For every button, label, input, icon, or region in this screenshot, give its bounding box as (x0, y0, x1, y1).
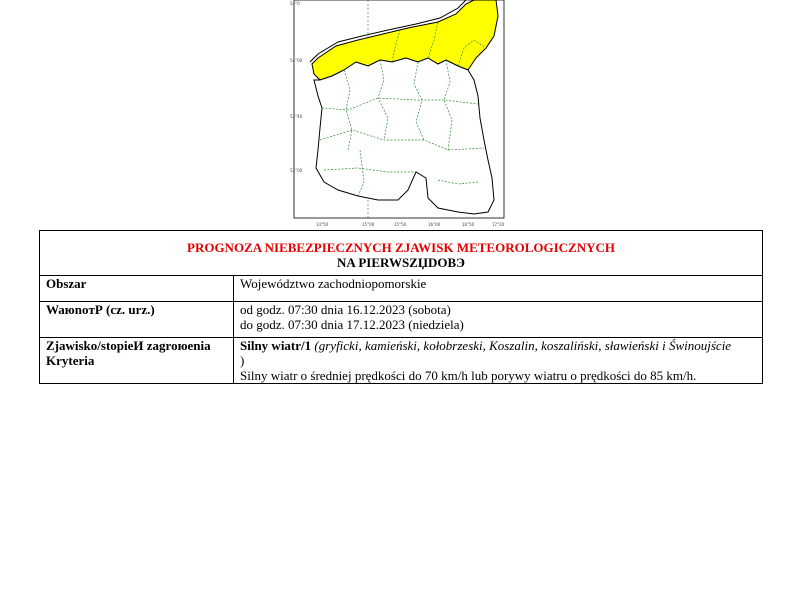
area-value: Województwo zachodniopomorskie (234, 276, 763, 302)
validity-from: od godz. 07:30 dnia 16.12.2023 (sobota) (240, 302, 451, 317)
axis-bottom-label: 16°50 (462, 222, 475, 227)
axis-left-label: 53°40 (290, 114, 303, 119)
validity-value (234, 302, 763, 338)
table-row-phenomenon (40, 338, 763, 384)
area-label: Obszar (40, 276, 234, 302)
warning-map (288, 0, 516, 230)
voivodeship-map-svg (288, 0, 516, 230)
phenomenon-name: Silny wiatr/1 (240, 338, 312, 353)
phenomenon-label-line2: Kryteria (46, 353, 95, 368)
axis-bottom-label: 14°50 (316, 222, 329, 227)
phenomenon-label-line1: Zjawisko/stopieИ zagroюenia (46, 338, 211, 353)
axis-left-label: 54°00 (290, 58, 303, 63)
axis-bottom-label: 15°50 (394, 222, 407, 227)
validity-label: WaюnoтР (cz. urz.) (40, 302, 234, 338)
table-header-row (40, 231, 763, 276)
forecast-title: PROGNOZA NIEBEZPIECZNYCH ZJAWISK METEOROLOGICZNYCH (187, 240, 615, 255)
phenomenon-districts: (gryficki, kamieński, kołobrzeski, Koszalin, koszaliński, sławieński i Świnoujście (311, 338, 732, 353)
table-row-area (40, 276, 763, 302)
phenomenon-label (40, 338, 234, 384)
phenomenon-value (234, 338, 763, 384)
phenomenon-districts-close: ) (240, 353, 245, 368)
table-row-validity (40, 302, 763, 338)
table-header-cell (40, 231, 763, 276)
forecast-subtitle: NA PIERWSZЏDOBЭ (337, 255, 465, 270)
axis-left-label: 54°0 (290, 1, 300, 6)
phenomenon-criteria: Silny wiatr o średniej prędkości do 70 km/h lub porywy wiatru o prędkości do 85 km/h. (240, 368, 697, 383)
axis-bottom-label: 17°20 (492, 222, 505, 227)
axis-bottom-label: 16°00 (428, 222, 441, 227)
axis-bottom-label: 15°00 (362, 222, 375, 227)
phenomenon-heading (240, 338, 756, 353)
axis-left-label: 53°00 (290, 168, 303, 173)
validity-to: do godz. 07:30 dnia 17.12.2023 (niedziela) (240, 317, 464, 332)
voivodeship-inland (314, 58, 494, 214)
warning-table (39, 230, 763, 384)
